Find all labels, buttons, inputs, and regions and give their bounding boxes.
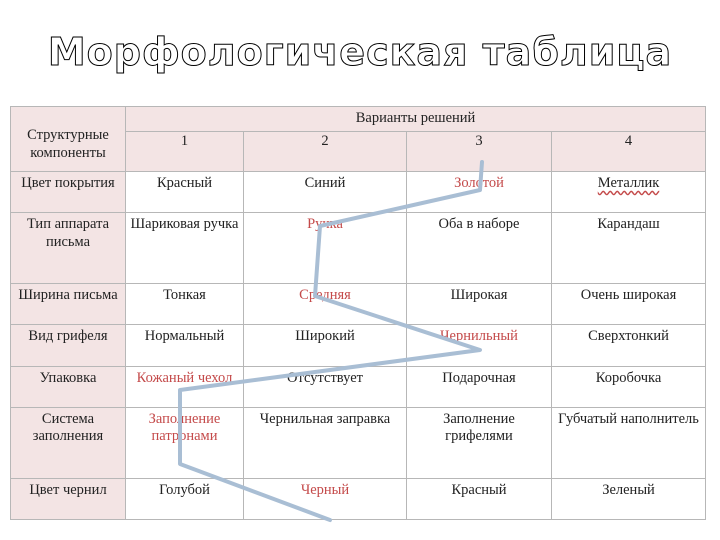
variant-number-1: 1 — [126, 132, 244, 172]
table-cell: Губчатый наполнитель — [552, 407, 706, 478]
morphological-table — [10, 106, 705, 520]
table-cell: Красный — [407, 478, 552, 519]
table-row — [11, 172, 706, 213]
table-cell: Очень широкая — [552, 284, 706, 325]
table-row — [11, 366, 706, 407]
row-label: Ширина письма — [11, 284, 126, 325]
table-cell-selected: Черный — [244, 478, 407, 519]
table-row — [11, 478, 706, 519]
table-cell: Сверхтонкий — [552, 325, 706, 366]
table-cell: Карандаш — [552, 213, 706, 284]
table-cell: Подарочная — [407, 366, 552, 407]
table-cell: Тонкая — [126, 284, 244, 325]
components-header: Структурные компоненты — [11, 107, 126, 172]
table-cell: Шариковая ручка — [126, 213, 244, 284]
row-label: Система заполнения — [11, 407, 126, 478]
table-cell-selected: Кожаный чехол — [126, 366, 244, 407]
table-cell-selected: Ручка — [244, 213, 407, 284]
table-row — [11, 325, 706, 366]
table-cell: Чернильная заправка — [244, 407, 407, 478]
table-cell: Широкий — [244, 325, 407, 366]
table-cell: Коробочка — [552, 366, 706, 407]
row-label: Цвет покрытия — [11, 172, 126, 213]
variant-number-4: 4 — [552, 132, 706, 172]
row-label: Упаковка — [11, 366, 126, 407]
table-cell: Оба в наборе — [407, 213, 552, 284]
table-row — [11, 407, 706, 478]
page-title: Морфологическая таблица — [47, 30, 673, 74]
table-cell: Нормальный — [126, 325, 244, 366]
variant-number-2: 2 — [244, 132, 407, 172]
variants-header: Варианты решений — [126, 107, 706, 132]
table-cell: Металлик — [552, 172, 706, 213]
row-label: Цвет чернил — [11, 478, 126, 519]
table-row — [11, 213, 706, 284]
row-label: Вид грифеля — [11, 325, 126, 366]
table-cell: Заполнение грифелями — [407, 407, 552, 478]
table-cell: Голубой — [126, 478, 244, 519]
table-cell-selected: Золотой — [407, 172, 552, 213]
table-cell: Отсутствует — [244, 366, 407, 407]
table-cell: Синий — [244, 172, 407, 213]
table-cell-selected: Средняя — [244, 284, 407, 325]
variant-number-3: 3 — [407, 132, 552, 172]
table-cell-selected: Заполнение патронами — [126, 407, 244, 478]
row-label: Тип аппарата письма — [11, 213, 126, 284]
table-cell-selected: Чернильный — [407, 325, 552, 366]
table-cell: Зеленый — [552, 478, 706, 519]
table-row — [11, 284, 706, 325]
table-cell: Красный — [126, 172, 244, 213]
table-cell: Широкая — [407, 284, 552, 325]
